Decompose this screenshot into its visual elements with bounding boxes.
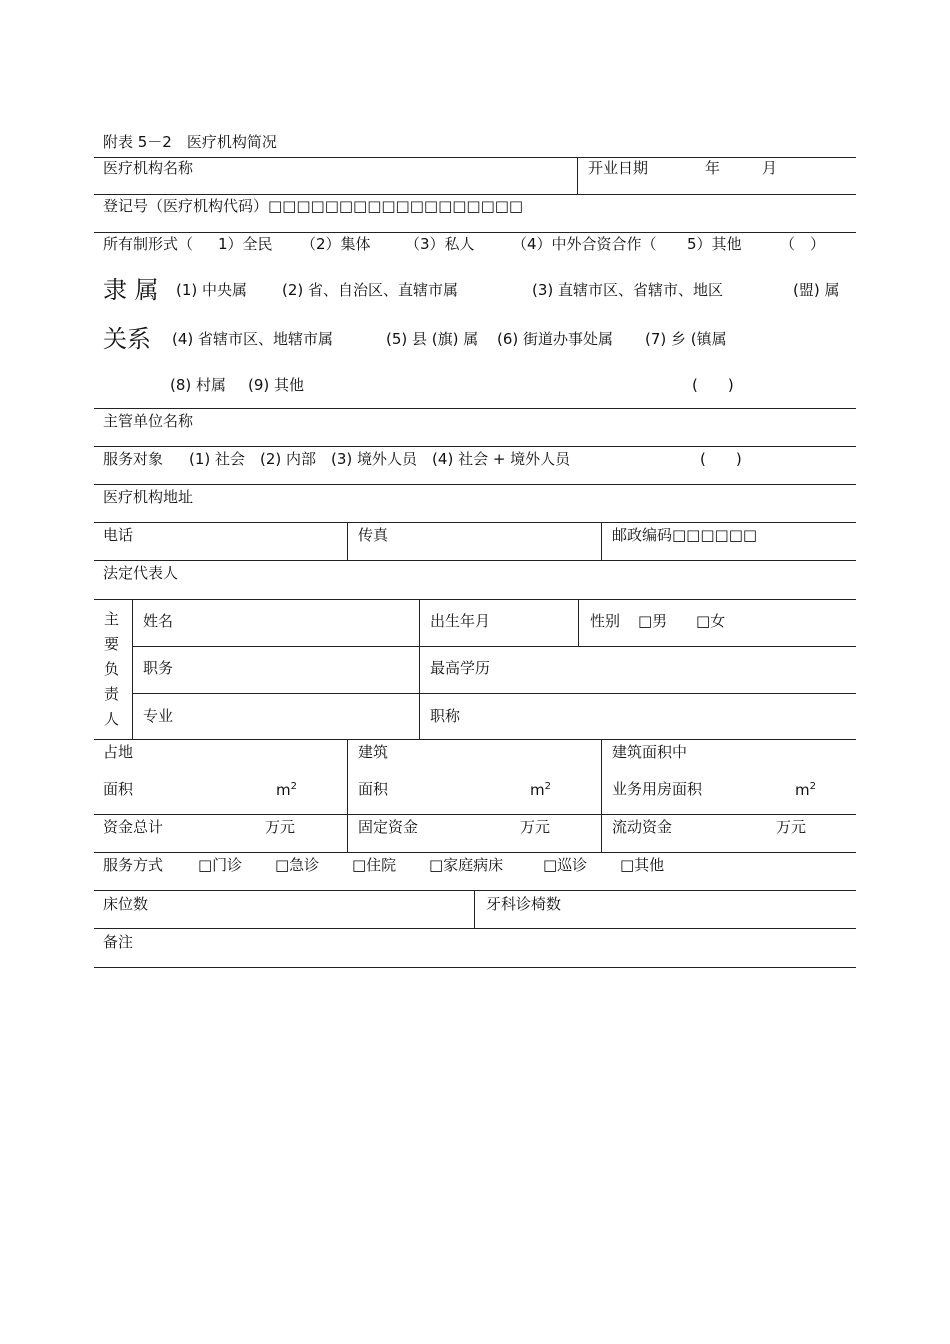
ownership-option: （4）中外合资合作（ bbox=[512, 235, 657, 253]
table-line bbox=[132, 646, 856, 647]
responsible-person-side-char: 负 bbox=[104, 660, 120, 678]
affiliation-option: (6) 街道办事处属 bbox=[497, 330, 614, 348]
table-line bbox=[94, 408, 856, 409]
fax-label: 传真 bbox=[358, 526, 389, 544]
affiliation-option: (盟) 属 bbox=[793, 281, 840, 299]
table-line bbox=[94, 890, 856, 891]
table-line bbox=[94, 560, 856, 561]
table-line bbox=[94, 522, 856, 523]
table-line bbox=[94, 157, 856, 158]
table-line bbox=[94, 928, 856, 929]
land-label: 占地 bbox=[103, 743, 134, 761]
service-target-paren: ( ) bbox=[700, 450, 742, 468]
land-area-label: 面积 bbox=[103, 780, 134, 798]
area-unit: $m^2$ bbox=[795, 781, 816, 799]
business-area-label: 业务用房面积 bbox=[612, 780, 703, 798]
table-line bbox=[419, 599, 420, 739]
table-line bbox=[94, 852, 856, 853]
service-target-options: (1) 社会 (2) 内部 (3) 境外人员 (4) 社会 + 境外人员 bbox=[189, 450, 571, 468]
table-line bbox=[94, 599, 856, 600]
flow-fund-label: 流动资金 bbox=[612, 818, 673, 836]
affiliation-option: (3) 直辖市区、省辖市、地区 bbox=[532, 281, 724, 299]
table-line bbox=[601, 739, 602, 852]
area-unit: $m^2$ bbox=[530, 781, 551, 799]
fixed-fund-label: 固定资金 bbox=[358, 818, 419, 836]
table-line bbox=[578, 599, 579, 646]
responsible-person-side-char: 责 bbox=[104, 685, 120, 703]
table-line bbox=[601, 522, 602, 560]
building-area-label: 面积 bbox=[358, 780, 389, 798]
open-date-label: 开业日期 bbox=[588, 159, 649, 177]
year-label: 年 bbox=[705, 159, 721, 177]
service-mode-checkbox[interactable]: □其他 bbox=[620, 856, 665, 874]
phone-label: 电话 bbox=[103, 526, 134, 544]
female-checkbox[interactable]: □女 bbox=[696, 612, 726, 630]
supervising-unit-label: 主管单位名称 bbox=[103, 412, 194, 430]
beds-label: 床位数 bbox=[103, 895, 149, 913]
affiliation-option: (9) 其他 bbox=[248, 376, 305, 394]
table-line bbox=[94, 194, 856, 195]
dental-chairs-label: 牙科诊椅数 bbox=[486, 895, 562, 913]
service-mode-checkbox[interactable]: □家庭病床 bbox=[429, 856, 504, 874]
service-mode-checkbox[interactable]: □住院 bbox=[352, 856, 397, 874]
major-label: 专业 bbox=[143, 707, 174, 725]
ownership-option: （2）集体 bbox=[301, 235, 371, 253]
responsible-person-side-char: 要 bbox=[104, 635, 120, 653]
service-mode-label: 服务方式 bbox=[103, 856, 164, 874]
table-line bbox=[94, 446, 856, 447]
table-line bbox=[94, 484, 856, 485]
total-fund-label: 资金总计 bbox=[103, 818, 164, 836]
affiliation-option: (8) 村属 bbox=[170, 376, 227, 394]
affiliation-option: (5) 县 (旗) 属 bbox=[386, 330, 479, 348]
month-label: 月 bbox=[762, 159, 778, 177]
affiliation-option: (4) 省辖市区、地辖市属 bbox=[172, 330, 334, 348]
table-line bbox=[94, 739, 856, 740]
table-line bbox=[94, 232, 856, 233]
name-label: 姓名 bbox=[143, 612, 174, 630]
fund-unit: 万元 bbox=[776, 818, 807, 836]
table-line bbox=[132, 599, 133, 739]
affiliation-option: (2) 省、自治区、直辖市属 bbox=[282, 281, 459, 299]
affiliation-option: (7) 乡 (镇属 bbox=[645, 330, 727, 348]
notes-label: 备注 bbox=[103, 933, 134, 951]
ownership-option: 1）全民 bbox=[218, 235, 273, 253]
post-label: 职务 bbox=[143, 659, 174, 677]
responsible-person-side-char: 人 bbox=[104, 710, 120, 728]
ownership-paren: （ ） bbox=[780, 235, 826, 253]
table-line bbox=[132, 693, 856, 694]
affiliation-option: (1) 中央属 bbox=[176, 281, 248, 299]
service-mode-checkbox[interactable]: □巡诊 bbox=[543, 856, 588, 874]
address-label: 医疗机构地址 bbox=[103, 488, 194, 506]
gender-label: 性别 bbox=[590, 612, 621, 630]
area-unit: $m^2$ bbox=[276, 781, 297, 799]
ownership-label: 所有制形式（ bbox=[103, 235, 194, 253]
ownership-option: （3）私人 bbox=[405, 235, 475, 253]
affiliation-heading: 隶 属 bbox=[103, 276, 159, 304]
form-title: 附表 5－2 医疗机构简况 bbox=[103, 133, 277, 151]
ownership-option: 5）其他 bbox=[687, 235, 742, 253]
institution-name-label: 医疗机构名称 bbox=[103, 159, 194, 177]
business-building-label: 建筑面积中 bbox=[612, 743, 688, 761]
relation-heading: 关系 bbox=[103, 325, 151, 353]
fund-unit: 万元 bbox=[520, 818, 551, 836]
registration-label: 登记号（医疗机构代码）□□□□□□□□□□□□□□□□□□ bbox=[103, 197, 524, 215]
service-mode-checkbox[interactable]: □急诊 bbox=[275, 856, 320, 874]
service-mode-checkbox[interactable]: □门诊 bbox=[198, 856, 243, 874]
legal-representative-label: 法定代表人 bbox=[103, 564, 179, 582]
table-line bbox=[474, 890, 475, 928]
education-label: 最高学历 bbox=[430, 659, 491, 677]
table-line bbox=[94, 967, 856, 968]
table-line bbox=[577, 157, 578, 194]
building-label: 建筑 bbox=[358, 743, 389, 761]
table-line bbox=[347, 522, 348, 560]
table-line bbox=[347, 739, 348, 852]
birth-label: 出生年月 bbox=[430, 612, 491, 630]
fund-unit: 万元 bbox=[265, 818, 296, 836]
job-title-label: 职称 bbox=[430, 707, 461, 725]
service-target-label: 服务对象 bbox=[103, 450, 164, 468]
table-line bbox=[94, 814, 856, 815]
postcode-label: 邮政编码□□□□□□ bbox=[612, 526, 758, 544]
affiliation-paren: ( ) bbox=[692, 376, 734, 394]
responsible-person-side-char: 主 bbox=[104, 610, 120, 628]
male-checkbox[interactable]: □男 bbox=[638, 612, 668, 630]
